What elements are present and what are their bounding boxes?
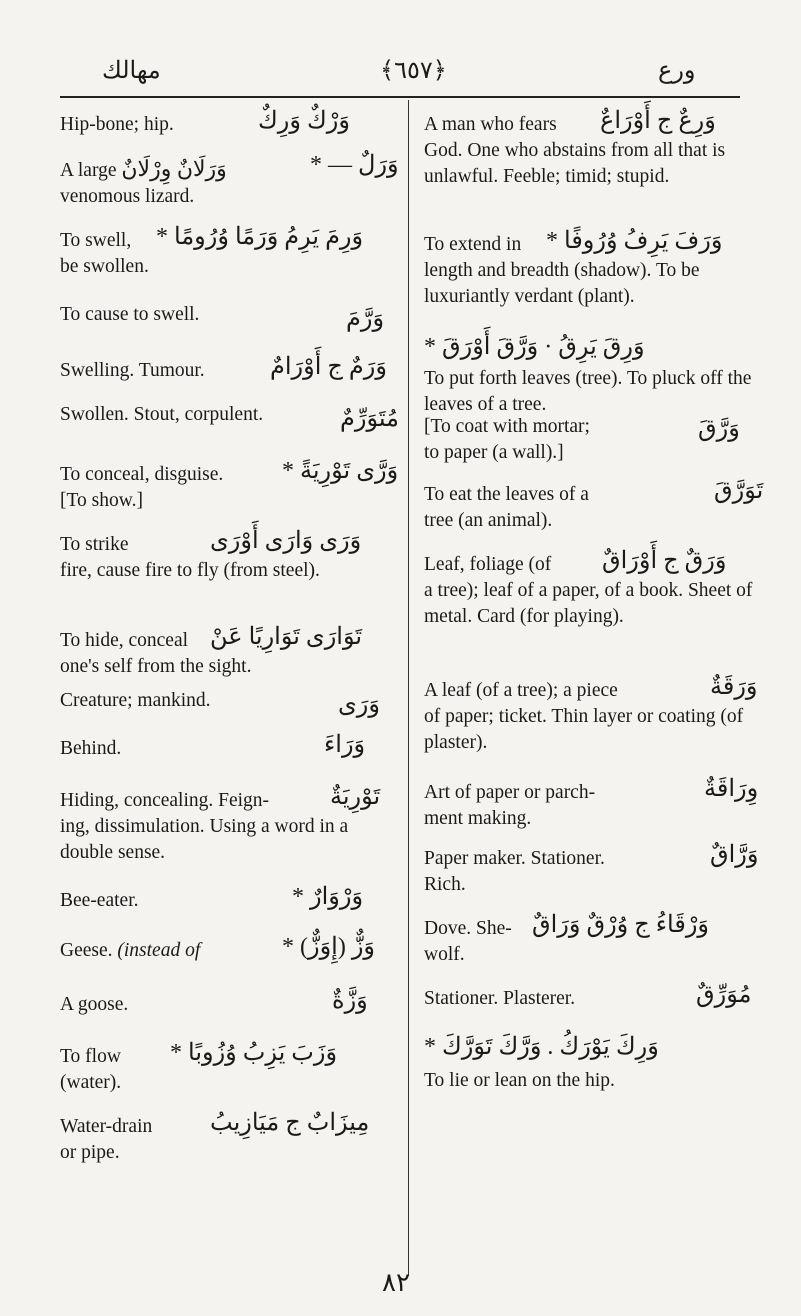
- entry: A leaf (of a tree); a piece وَرَقَةٌ of paper; ticket. Thin layer or coating (of plaster).: [424, 674, 758, 753]
- entry: وَرِكَ يَوْرَكُ . وَرَّكَ تَوَرَّكَ * To lie or lean on the hip.: [424, 1034, 659, 1091]
- entry: To eat the leaves of a تَوَرَّقَ tree (an animal).: [424, 478, 764, 531]
- entry: A large وَرَلَانٌ وِرْلَانٌ وَرَلٌ — * venomous lizard.: [60, 152, 399, 207]
- entry: To flow وَزَبَ يَزِبُ وُزُوبًا * (water).: [60, 1040, 338, 1093]
- entry: [To coat with mortar; وَرَّقَ to paper (a wall).]: [424, 416, 740, 463]
- right-running-word: ورع: [658, 58, 696, 84]
- entry: Behind. وَرَاءَ: [60, 732, 366, 759]
- entry: To hide, conceal تَوَارَى تَوَارِيًا عَنْ one's self from the sight.: [60, 624, 363, 677]
- entry: Bee-eater. وَرْوَارٌ *: [60, 884, 364, 911]
- entry: To strike وَرَى وَارَى أَوْرَى fire, cause fire to fly (from steel).: [60, 528, 362, 581]
- entry: Leaf, foliage (of وَرَقٌ ج أَوْرَاقٌ a tree); leaf of a paper, of a book. Sheet of metal. Card (for playing).: [424, 548, 753, 627]
- entry: Dove. She- وَرْقَاءُ ج وُرْقٌ وَرَاقٌ wolf.: [424, 912, 710, 965]
- entry: Swollen. Stout, corpulent. مُتَوَرِّمٌ: [60, 404, 399, 432]
- entry: Paper maker. Stationer. وَرَّاقٌ Rich.: [424, 842, 759, 895]
- entry: To extend in وَرَفَ يَرِفُ وُرُوفًا * length and breadth (shadow). To be luxuriantly verdant (plant).: [424, 228, 723, 307]
- footer-page-number: ٨٢: [382, 1268, 410, 1297]
- entry: وَرِقَ يَرِقُ · وَرَّقَ أَوْرَقَ * To put forth leaves (tree). To pluck off the leaves of a tree.: [424, 334, 752, 415]
- entry: Hiding, concealing. Feign- تَوْرِيَةٌ ing, dissimulation. Using a word in a double sense.: [60, 784, 381, 863]
- entry: To swell, وَرِمَ يَرِمُ وَرَمًا وُرُومًا * be swollen.: [60, 224, 364, 277]
- entry: To conceal, disguise. وَرَّى تَوْرِيَةً * [To show.]: [60, 458, 399, 511]
- entry: Swelling. Tumour. وَرَمٌ ج أَوْرَامٌ: [60, 354, 387, 381]
- header-rule: [60, 96, 740, 98]
- entry: To cause to swell. وَرَّمَ: [60, 304, 385, 332]
- entry: Creature; mankind. وَرَى: [60, 690, 380, 718]
- page-number: ٦٥٧: [394, 58, 433, 84]
- entry: A man who fears وَرِعٌ ج أَوْرَاعٌ God. One who abstains from all that is unlawful. Feeble; timid; stupid.: [424, 108, 726, 187]
- entry: Water-drain مِيزَابٌ ج مَيَازِيبُ or pipe.: [60, 1110, 370, 1163]
- entry: Hip-bone; hip. وَرْكٌ وَرِكٌ: [60, 108, 350, 135]
- entry: Stationer. Plasterer. مُوَرِّقٌ: [424, 982, 752, 1009]
- page-header: [80, 56, 720, 86]
- entry: A goose. وَزَّةٌ: [60, 988, 368, 1015]
- header-page-number: ﴿٦٥٧﴾: [380, 58, 447, 84]
- column-divider: [408, 100, 409, 1276]
- entry: Art of paper or parch- وِرَاقَةٌ ment making.: [424, 776, 759, 829]
- entry: Geese. (instead of وَزٌّ (إِوَزٌّ) *: [60, 934, 376, 961]
- left-running-word: مهالك: [102, 58, 161, 84]
